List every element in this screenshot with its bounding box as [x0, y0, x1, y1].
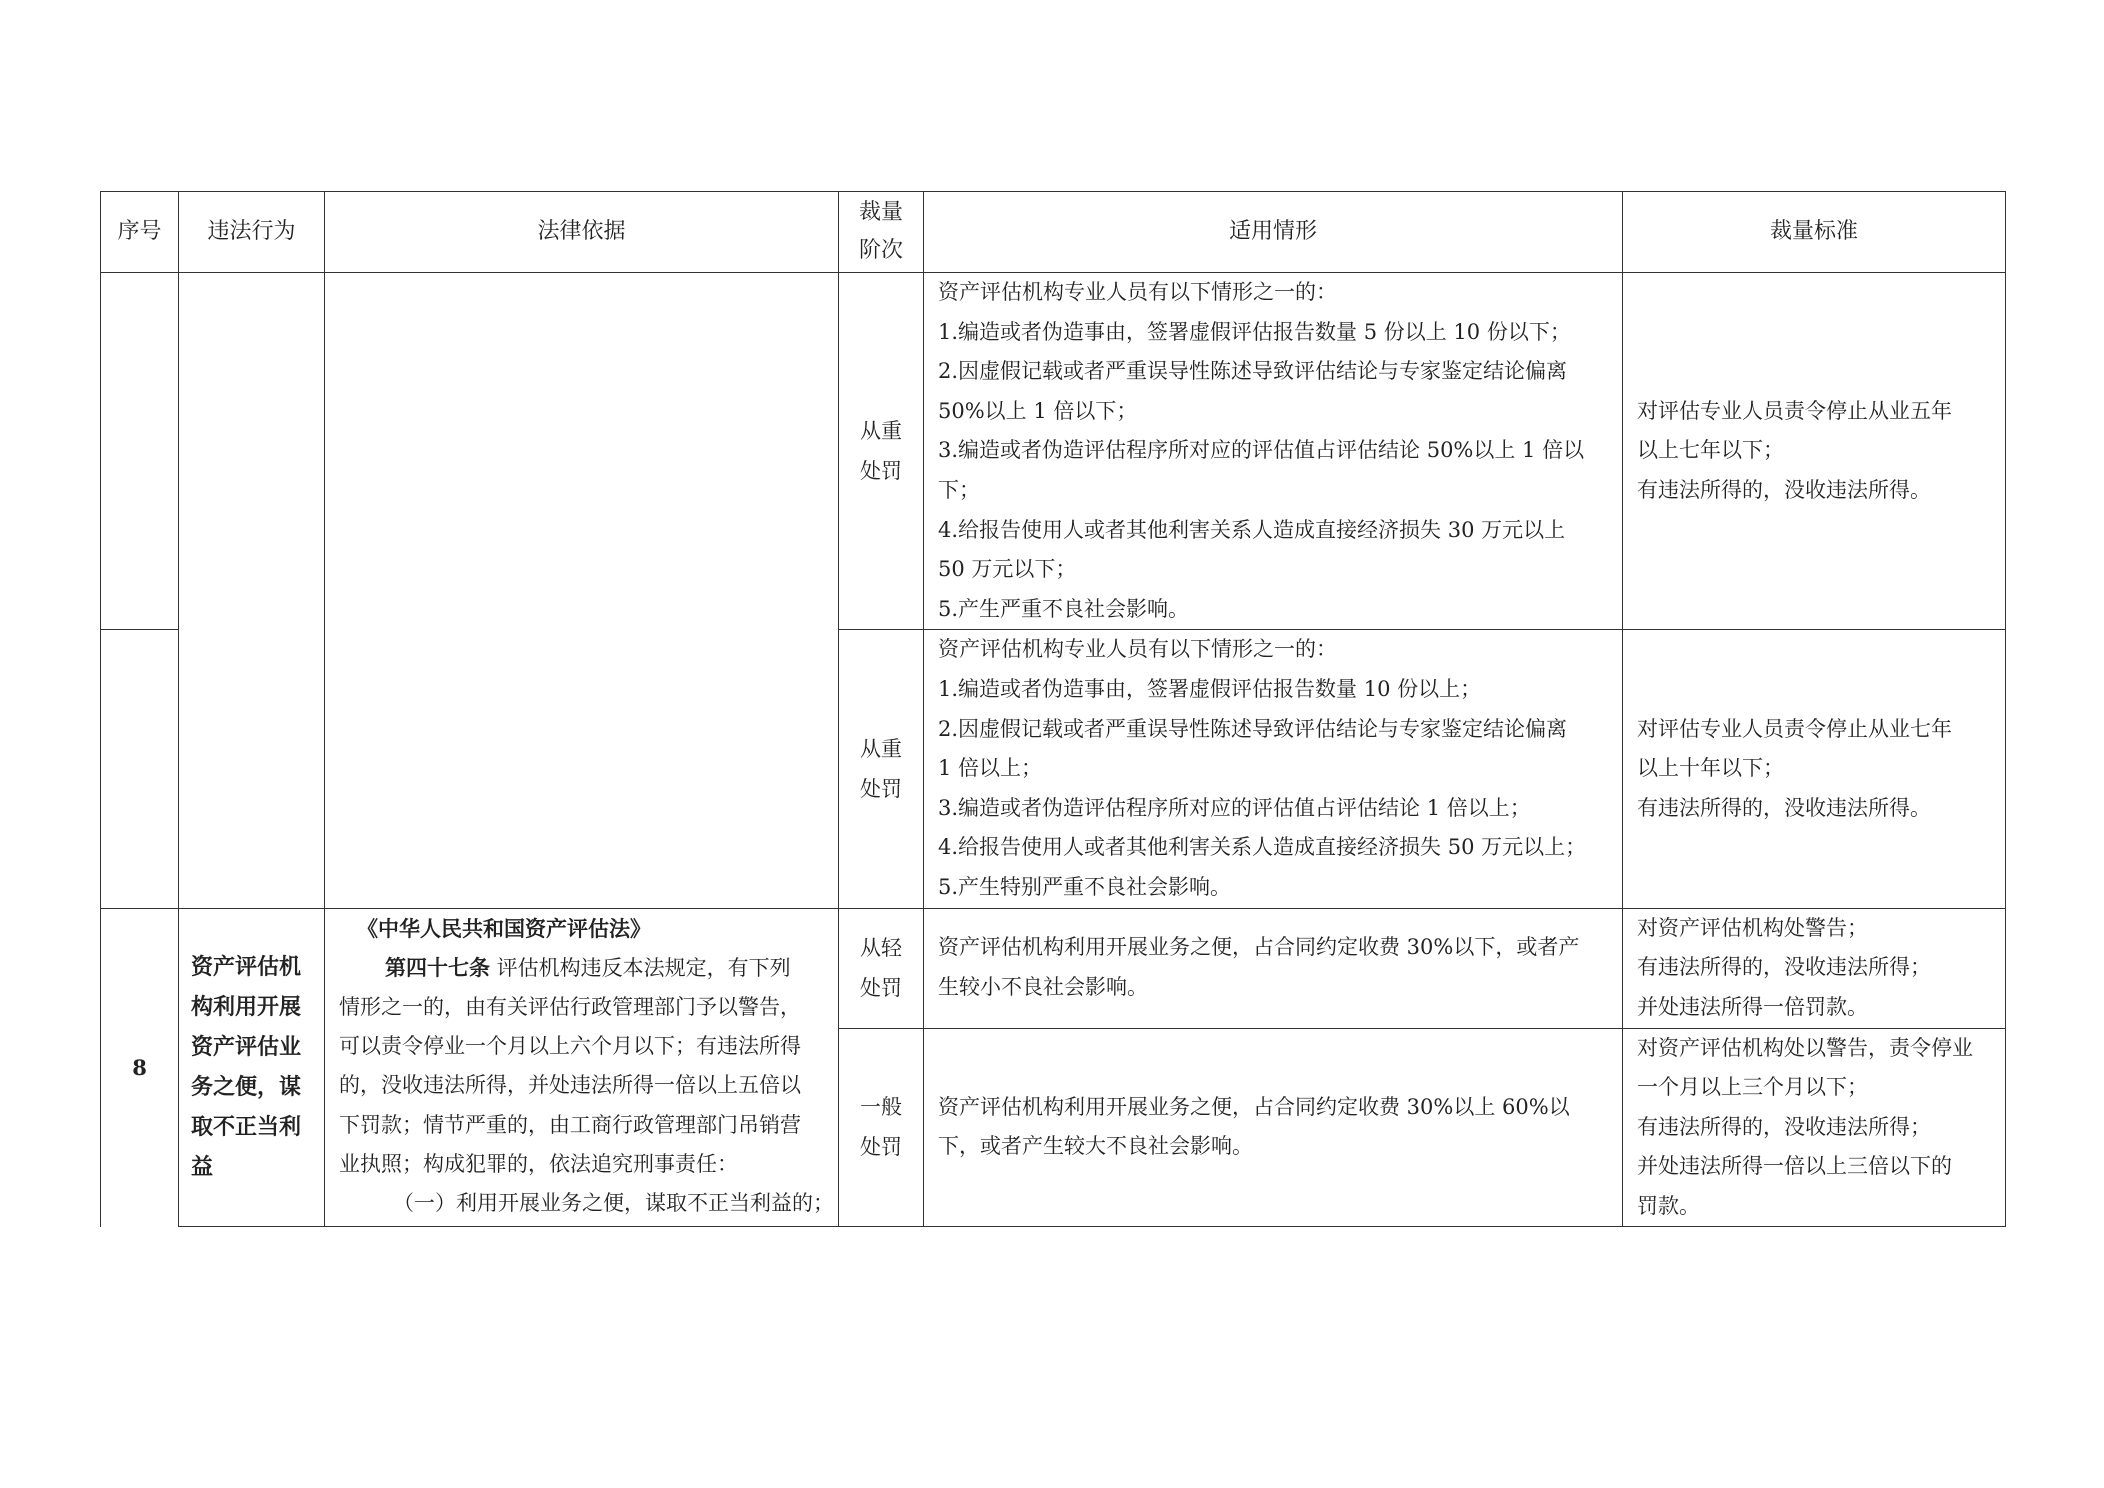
situation-line: 4.给报告使用人或者其他利害关系人造成直接经济损失 50 万元以上； [938, 835, 1587, 860]
situation-line: 资产评估机构专业人员有以下情形之一的： [938, 280, 1337, 304]
situation-cell [924, 1028, 1623, 1227]
standard-cell [1623, 630, 2006, 908]
standard-line: 有违法所得的，没收违法所得； [1637, 955, 1931, 980]
standard-line: 有违法所得的，没收违法所得。 [1637, 795, 1931, 820]
header-applicable-situation: 适用情形 [924, 192, 1623, 273]
situation-cell [924, 908, 1623, 1028]
standard-line: 一个月以上三个月以下； [1637, 1075, 1868, 1100]
standard-line: 罚款。 [1637, 1193, 1700, 1218]
situation-line: 50 万元以下； [938, 557, 1077, 582]
standard-line: 有违法所得的，没收违法所得； [1637, 1114, 1931, 1139]
level-cell [839, 273, 924, 630]
situation-line: 4.给报告使用人或者其他利害关系人造成直接经济损失 30 万元以上 [938, 517, 1566, 542]
situation-line: 2.因虚假记载或者严重误导性陈述导致评估结论与专家鉴定结论偏离 [938, 359, 1568, 384]
situation-cell [924, 630, 1623, 908]
level-cell [839, 1028, 924, 1227]
situation-line: 下； [938, 477, 980, 502]
article-line: 可以责令停业一个月以上六个月以下；有违法所得 [339, 1034, 801, 1059]
table-row [101, 908, 2006, 1028]
situation-line: 下，或者产生较大不良社会影响。 [938, 1134, 1253, 1159]
standard-line: 对资产评估机构处以警告，责令停业 [1637, 1035, 1973, 1060]
article-line [339, 948, 828, 988]
situation-line: 生较小不良社会影响。 [938, 975, 1148, 999]
table-row [101, 273, 2006, 630]
number-cell-empty [101, 273, 179, 630]
header-level-line-2: 阶次 [858, 238, 903, 263]
level-text: 从重 [860, 419, 902, 444]
violation-cell [179, 908, 325, 1227]
header-discretion-standard: 裁量标准 [1623, 192, 2006, 273]
standard-line: 以上十年以下； [1637, 756, 1784, 781]
violation-line: 取不正当利 [191, 1114, 302, 1141]
situation-line: 1.编造或者伪造事由，签署虚假评估报告数量 10 份以上； [938, 676, 1482, 701]
header-row [101, 192, 2006, 273]
level-cell [839, 908, 924, 1028]
header-violation: 违法行为 [179, 192, 325, 273]
level-text: 处罚 [860, 976, 902, 1000]
standard-line: 并处违法所得一倍罚款。 [1637, 994, 1868, 1019]
violation-cell-empty [179, 273, 325, 909]
situation-line: 5.产生严重不良社会影响。 [938, 596, 1190, 621]
standard-line: 对资产评估机构处警告； [1637, 915, 1868, 940]
violation-line: 资产评估机 [191, 954, 302, 981]
header-legal-basis: 法律依据 [325, 192, 839, 273]
violation-line: 务之便，谋 [191, 1074, 302, 1101]
situation-line: 3.编造或者伪造评估程序所对应的评估值占评估结论 50%以上 1 倍以 [938, 438, 1585, 463]
level-text: 处罚 [860, 776, 902, 801]
standard-line: 并处违法所得一倍以上三倍以下的 [1637, 1154, 1952, 1179]
article-line: 情形之一的，由有关评估行政管理部门予以警告， [339, 994, 801, 1019]
standard-line: 有违法所得的，没收违法所得。 [1637, 477, 1931, 502]
situation-line: 3.编造或者伪造评估程序所对应的评估值占评估结论 1 倍以上； [938, 795, 1531, 820]
level-text: 处罚 [860, 459, 902, 484]
level-cell [839, 630, 924, 908]
situation-line: 资产评估机构利用开展业务之便，占合同约定收费 30%以上 60%以 [938, 1094, 1570, 1119]
article-text: 评估机构违反本法规定，有下列 [490, 955, 791, 980]
level-text: 从重 [860, 736, 902, 761]
standard-cell [1623, 273, 2006, 630]
level-text: 从轻 [860, 936, 902, 960]
standard-line: 对评估专业人员责令停止从业七年 [1637, 716, 1952, 741]
level-text: 一般 [860, 1095, 902, 1120]
header-discretion-level [839, 192, 924, 273]
article-label: 第四十七条 [385, 954, 490, 980]
header-number: 序号 [101, 192, 179, 273]
violation-line: 资产评估业 [191, 1034, 302, 1061]
legal-basis-cell-empty [325, 273, 839, 909]
violation-line: 益 [191, 1154, 214, 1181]
standard-line: 对评估专业人员责令停止从业五年 [1637, 398, 1952, 423]
law-title: 《中华人民共和国资产评估法》 [357, 915, 651, 941]
number-cell-empty [101, 630, 179, 908]
article-line: 的，没收违法所得，并处违法所得一倍以上五倍以 [339, 1073, 801, 1098]
standard-cell [1623, 1028, 2006, 1227]
article-line: 下罚款；情节严重的，由工商行政管理部门吊销营 [339, 1112, 801, 1137]
situation-line: 1 倍以上； [938, 756, 1043, 781]
article-item: （一）利用开展业务之便，谋取不正当利益的； [393, 1190, 834, 1215]
situation-line: 资产评估机构专业人员有以下情形之一的： [938, 637, 1337, 662]
situation-line: 资产评估机构利用开展业务之便，占合同约定收费 30%以下，或者产 [938, 935, 1580, 960]
item-number: 8 [101, 908, 179, 1227]
situation-line: 2.因虚假记载或者严重误导性陈述导致评估结论与专家鉴定结论偏离 [938, 716, 1568, 741]
level-text: 处罚 [860, 1135, 902, 1160]
situation-line: 1.编造或者伪造事由，签署虚假评估报告数量 5 份以上 10 份以下； [938, 319, 1571, 344]
header-level-line-1: 裁量 [858, 200, 903, 225]
standard-line: 以上七年以下； [1637, 438, 1784, 463]
standard-cell [1623, 908, 2006, 1028]
situation-line: 5.产生特别严重不良社会影响。 [938, 874, 1232, 899]
situation-line: 50%以上 1 倍以下； [938, 398, 1138, 423]
article-line: 业执照；构成犯罪的，依法追究刑事责任： [339, 1151, 738, 1176]
discretion-standards-table [100, 191, 2006, 1227]
legal-basis-cell [325, 908, 839, 1227]
situation-cell [924, 273, 1623, 630]
violation-line: 构利用开展 [191, 994, 302, 1021]
